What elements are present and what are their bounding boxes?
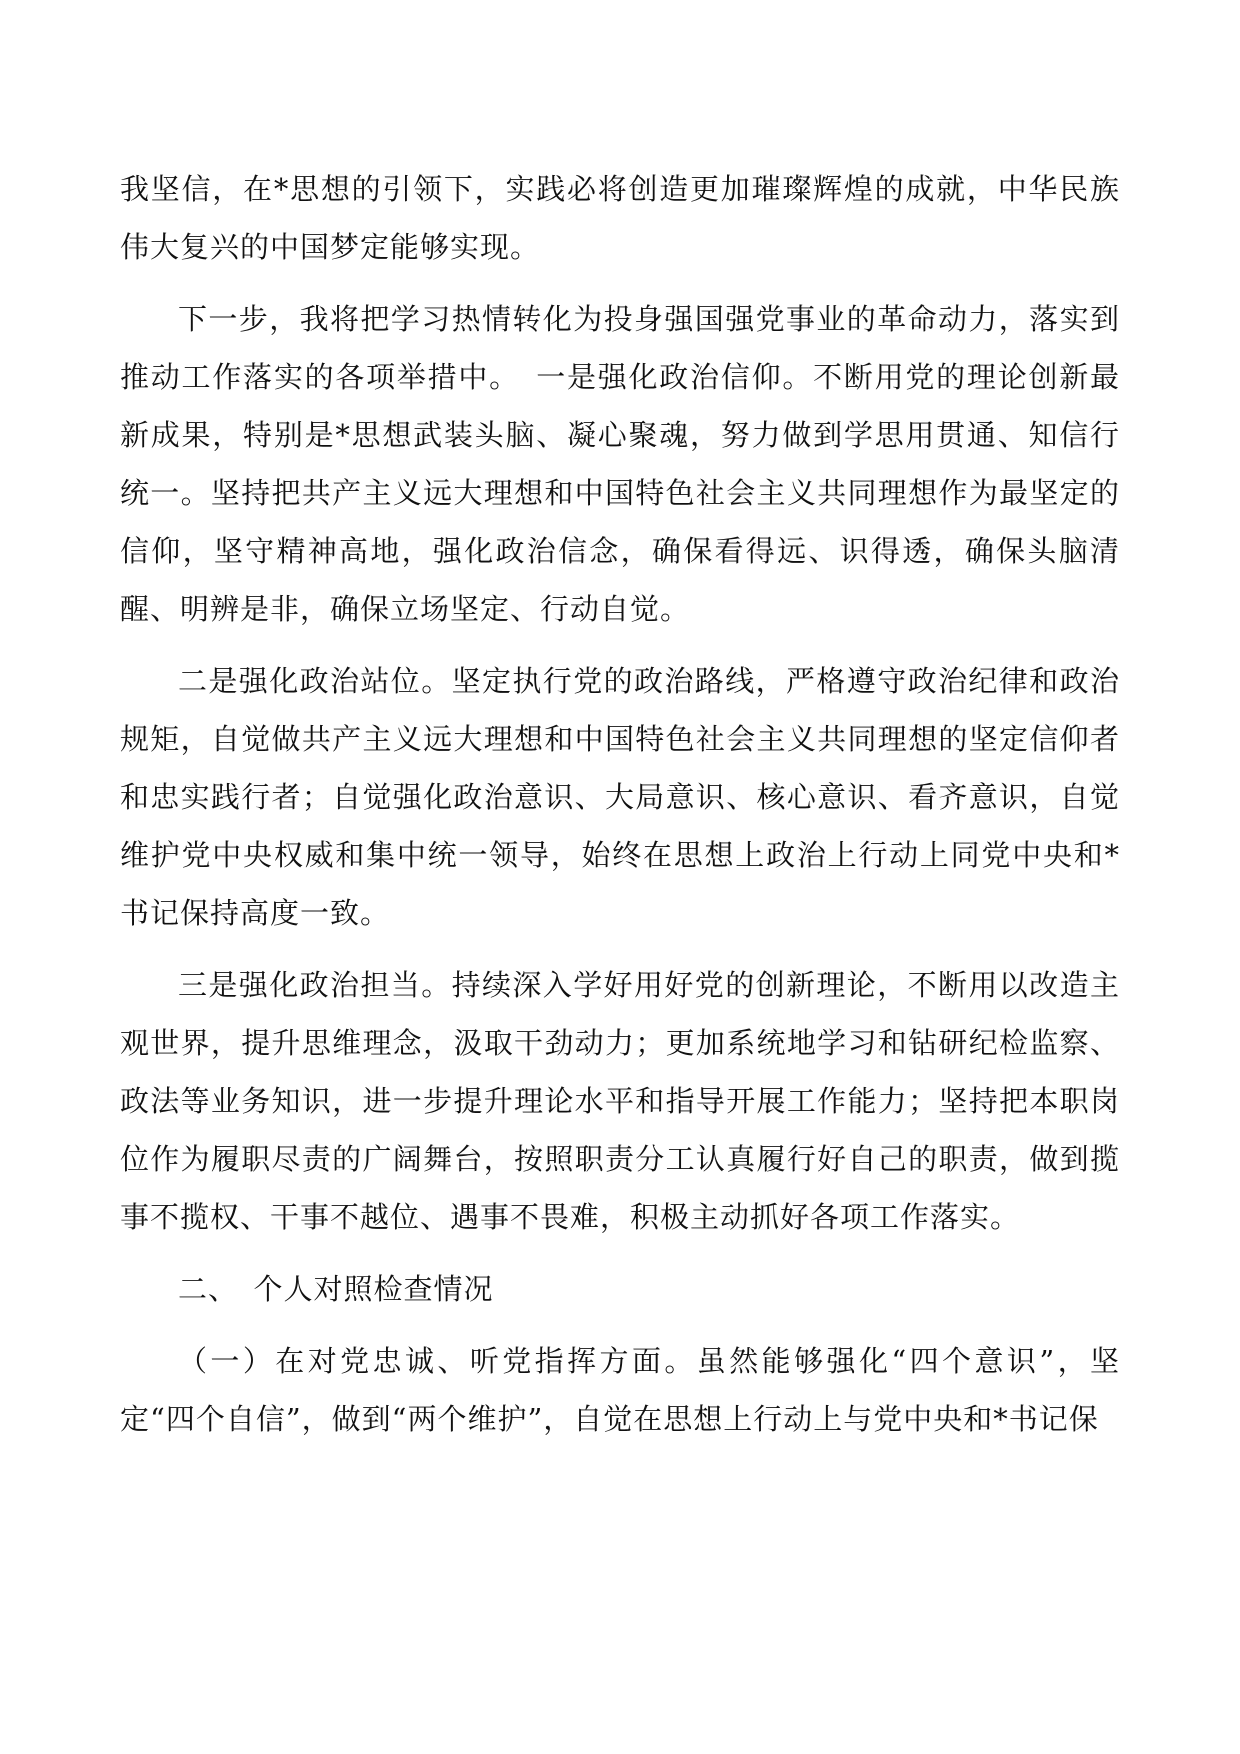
paragraph-conviction: 我坚信，在*思想的引领下，实践必将创造更加璀璨辉煌的成就，中华民族伟大复兴的中国梦定能够实现。 <box>120 172 1120 264</box>
section-heading: 二、 个人对照检查情况 <box>178 1272 494 1306</box>
paragraph-next-step: 下一步，我将把学习热情转化为投身强国强党事业的革命动力，落实到推动工作落实的各项举措中。 一是强化政治信仰。不断用党的理论创新最新成果，特别是*思想武装头脑、凝心聚魂，努力做到学思用贯通、知信行统一。坚持把共产主义远大理想和中国特色社会主义共同理想作为最坚定的信仰，坚守精神高地，强化政治信念，确保看得远、识得透，确保头脑清醒、明辨是非，确保立场坚定、行动自觉。 <box>120 302 1120 626</box>
paragraph-loyalty: （一）在对党忠诚、听党指挥方面。虽然能够强化“四个意识”，坚定“四个自信”，做到“两个维护”，自觉在思想上行动上与党中央和*书记保 <box>120 1344 1120 1436</box>
document-body <box>120 160 1120 1448</box>
paragraph-political-responsibility: 三是强化政治担当。持续深入学好用好党的创新理论，不断用以改造主观世界，提升思维理念，汲取干劲动力；更加系统地学习和钻研纪检监察、政法等业务知识，进一步提升理论水平和指导开展工作能力；坚持把本职岗位作为履职尽责的广阔舞台，按照职责分工认真履行好自己的职责，做到揽事不揽权、干事不越位、遇事不畏难，积极主动抓好各项工作落实。 <box>120 968 1120 1234</box>
paragraph-political-stance: 二是强化政治站位。坚定执行党的政治路线，严格遵守政治纪律和政治规矩，自觉做共产主义远大理想和中国特色社会主义共同理想的坚定信仰者和忠实践行者；自觉强化政治意识、大局意识、核心意识、看齐意识，自觉维护党中央权威和集中统一领导，始终在思想上政治上行动上同党中央和*书记保持高度一致。 <box>120 664 1120 930</box>
